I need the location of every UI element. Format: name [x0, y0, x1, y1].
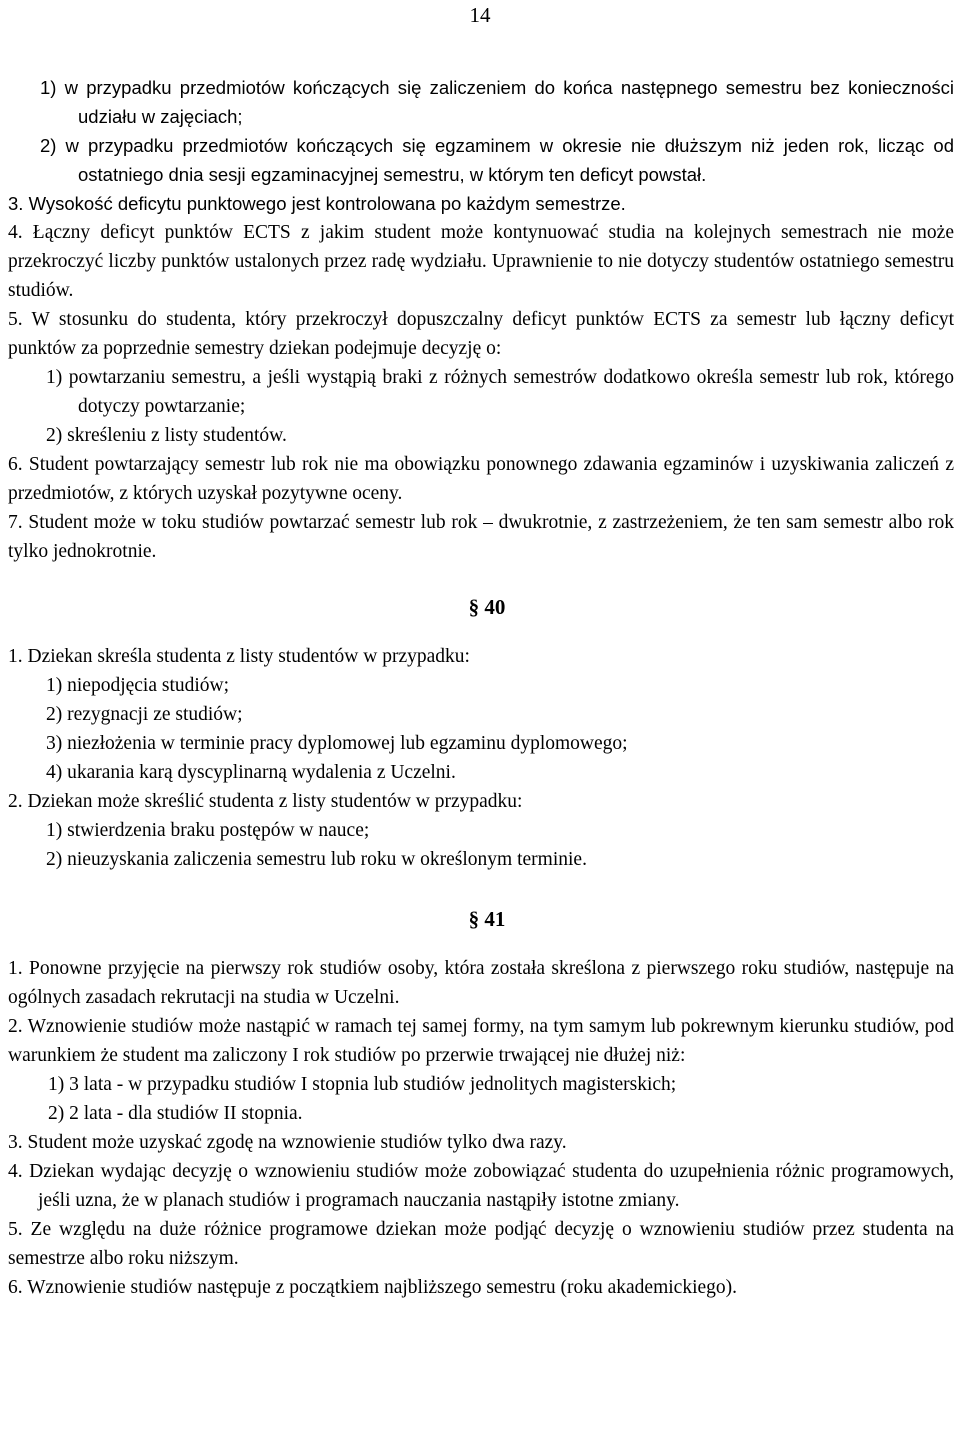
section-heading-40: § 40 [468, 595, 506, 619]
paragraph-40-1: 1. Dziekan skreśla studenta z listy studentów w przypadku: [8, 646, 470, 667]
list-item: 1) 3 lata - w przypadku studiów I stopnia lub studiów jednolitych magisterskich; [48, 1074, 677, 1095]
list-item: 1) powtarzaniu semestru, a jeśli wystąpią braki z różnych semestrów dodatkowo określa semestr lub rok, którego dotyczy powtarzanie; [46, 367, 954, 417]
paragraph-41-1: 1. Ponowne przyjęcie na pierwszy rok studiów osoby, która została skreślona z pierwszego roku studiów, następuje na ogólnych zasadach rekrutacji na studia w Uczelni. [8, 958, 954, 1008]
list-item: 1) niepodjęcia studiów; [46, 675, 230, 696]
paragraph-41-3: 3. Student może uzyskać zgodę na wznowienie studiów tylko dwa razy. [8, 1132, 567, 1153]
list-item: 2) nieuzyskania zaliczenia semestru lub roku w określonym terminie. [46, 849, 587, 870]
paragraph-41-6: 6. Wznowienie studiów następuje z początkiem najbliższego semestru (roku akademickiego). [8, 1277, 738, 1298]
list-item: 3) niezłożenia w terminie pracy dyplomowej lub egzaminu dyplomowego; [46, 733, 628, 754]
paragraph-7: 7. Student może w toku studiów powtarzać semestr lub rok – dwukrotnie, z zastrzeżeniem, że ten sam semestr albo rok tylko jednokrotnie. [8, 512, 954, 562]
list-item: 2) w przypadku przedmiotów kończących się egzaminem w okresie nie dłuższym niż jeden rok, licząc od ostatniego dnia sesji egzaminacyjnej semestru, w którym ten deficyt powstał. [40, 135, 954, 185]
list-item: 2) rezygnacji ze studiów; [46, 704, 243, 725]
list-item: 1) w przypadku przedmiotów kończących się zaliczeniem do końca następnego semestru bez konieczności udziału w zajęciach; [40, 77, 954, 127]
list-item: 2) skreśleniu z listy studentów. [46, 425, 287, 446]
paragraph-5: 5. W stosunku do studenta, który przekroczył dopuszczalny deficyt punktów ECTS za semestr lub łączny deficyt punktów za poprzednie semestry dziekan podejmuje decyzję o: [8, 309, 954, 359]
page-number: 14 [469, 3, 491, 27]
paragraph-41-5: 5. Ze względu na duże różnice programowe dziekan może podjąć decyzję o wznowieniu studiów przez studenta na semestrze albo roku niższym. [8, 1219, 954, 1269]
list-item: 4) ukarania karą dyscyplinarną wydalenia z Uczelni. [46, 762, 456, 783]
paragraph-40-2: 2. Dziekan może skreślić studenta z listy studentów w przypadku: [8, 791, 523, 812]
paragraph-3: 3. Wysokość deficytu punktowego jest kontrolowana po każdym semestrze. [8, 193, 626, 214]
paragraph-6: 6. Student powtarzający semestr lub rok nie ma obowiązku ponownego zdawania egzaminów i uzyskiwania zaliczeń z przedmiotów, z których uzyskał pozytywne oceny. [8, 454, 954, 504]
paragraph-41-2: 2. Wznowienie studiów może nastąpić w ramach tej samej formy, na tym samym lub pokrewnym kierunku studiów, pod warunkiem że student ma zaliczony I rok studiów po przerwie trwającej nie dłużej niż: [8, 1016, 954, 1066]
list-item: 2) 2 lata - dla studiów II stopnia. [48, 1103, 303, 1124]
document-body [8, 73, 954, 1302]
paragraph-4: 4. Łączny deficyt punktów ECTS z jakim student może kontynuować studia na kolejnych semestrach nie może przekroczyć liczby punktów ustalonych przez radę wydziału. Uprawnienie to nie dotyczy studentów ostatniego semestru studiów. [8, 222, 954, 301]
list-item: 1) stwierdzenia braku postępów w nauce; [46, 820, 370, 841]
paragraph-41-4: 4. Dziekan wydając decyzję o wznowieniu studiów może zobowiązać studenta do uzupełnienia różnic programowych, jeśli uzna, że w planach studiów i programach nauczania nastąpiły istotne zmiany. [8, 1161, 954, 1211]
section-heading-41: § 41 [468, 907, 506, 931]
